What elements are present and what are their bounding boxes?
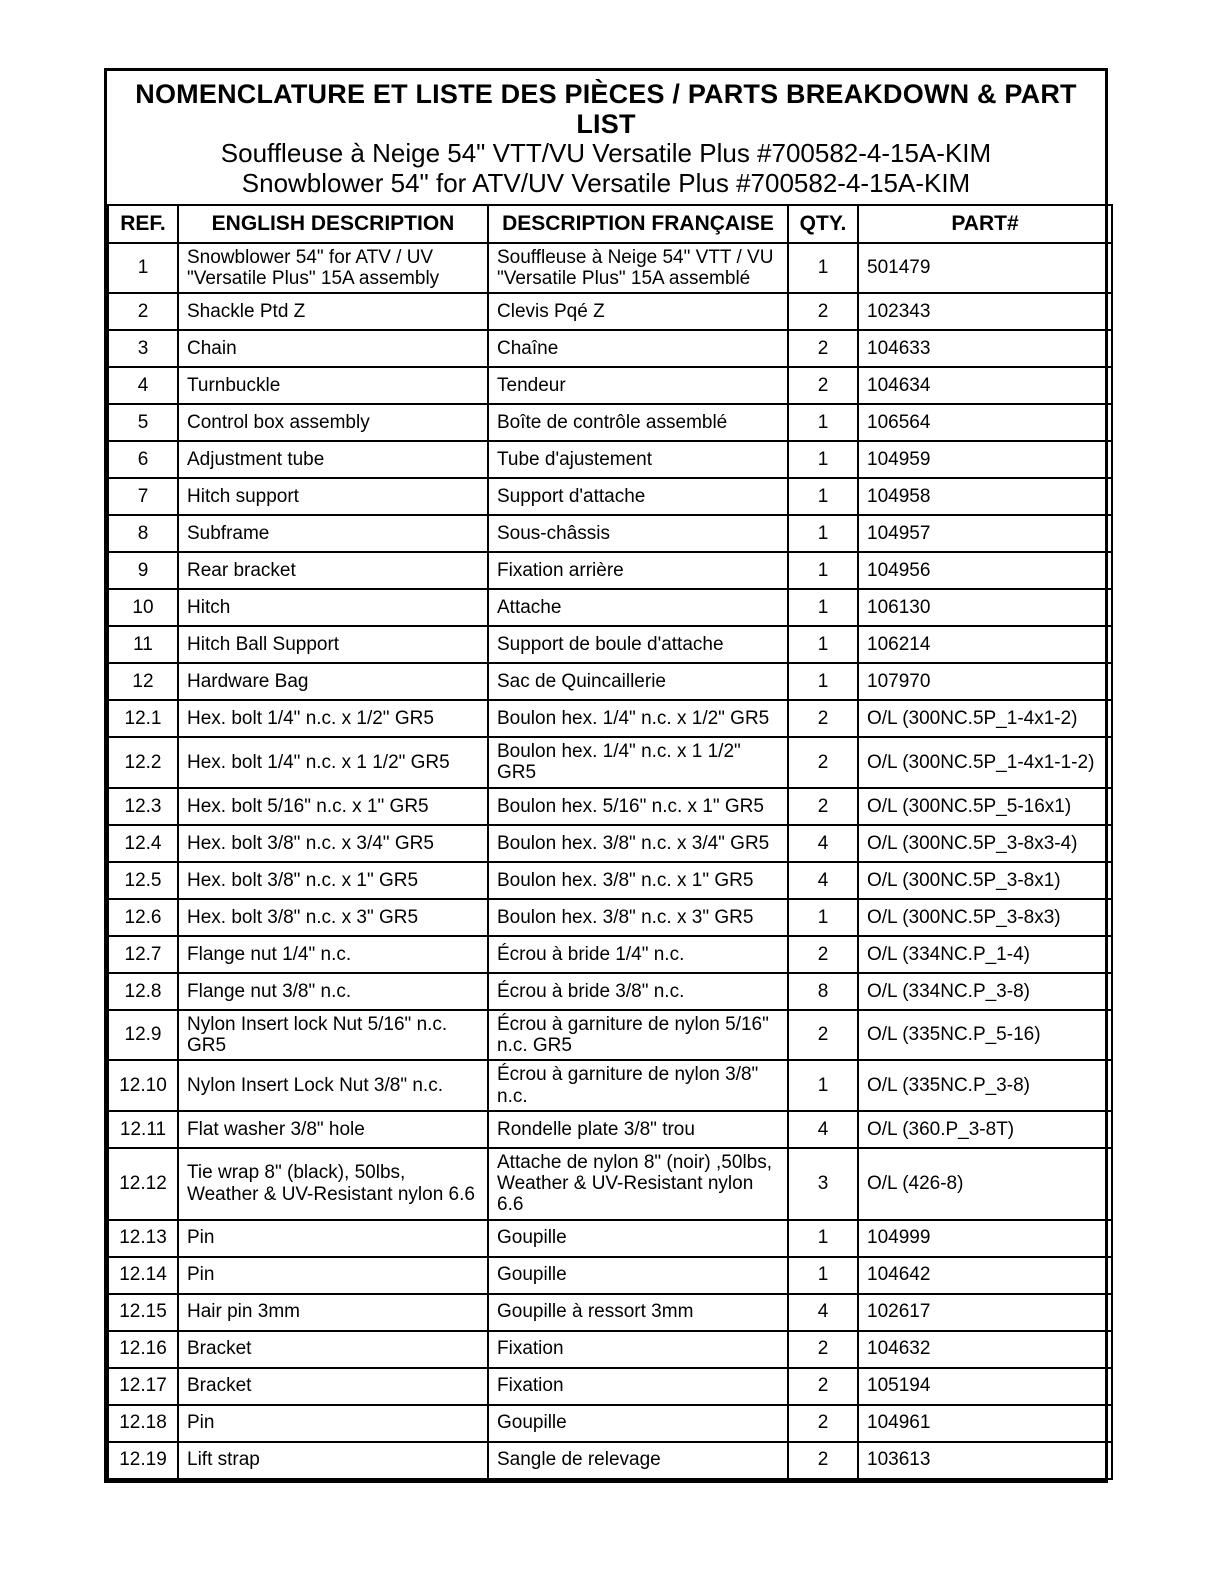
qty-cell: 1 [788, 243, 858, 294]
table-row [108, 973, 1112, 1010]
qty-cell: 2 [788, 1010, 858, 1061]
qty-cell: 2 [788, 1368, 858, 1405]
english-description-cell: Pin [178, 1257, 488, 1294]
document-subtitle-english: Snowblower 54" for ATV/UV Versatile Plus #700582-4-15A-KIM [241, 167, 971, 198]
table-row [108, 700, 1112, 737]
french-description-cell: Boulon hex. 5/16" n.c. x 1" GR5 [488, 788, 788, 825]
qty-cell: 2 [788, 700, 858, 737]
french-description-cell: Boulon hex. 3/8" n.c. x 3/4" GR5 [488, 825, 788, 862]
qty-cell: 2 [788, 1331, 858, 1368]
part-number-cell: 103613 [858, 1442, 1112, 1479]
table-row [108, 1111, 1112, 1148]
part-number-cell: O/L (300NC.5P_3-8x3-4) [858, 825, 1112, 862]
french-description-cell: Tendeur [488, 367, 788, 404]
qty-cell: 1 [788, 1220, 858, 1257]
ref-cell: 12.6 [108, 899, 178, 936]
french-description-cell: Attache de nylon 8" (noir) ,50lbs, Weather & UV-Resistant nylon 6.6 [488, 1148, 788, 1220]
ref-cell: 9 [108, 552, 178, 589]
table-row [108, 1442, 1112, 1479]
qty-cell: 8 [788, 973, 858, 1010]
part-number-cell: 105194 [858, 1368, 1112, 1405]
english-description-cell: Hex. bolt 3/8" n.c. x 3/4" GR5 [178, 825, 488, 862]
english-description-cell: Snowblower 54" for ATV / UV "Versatile Plus" 15A assembly [178, 243, 488, 294]
qty-cell: 1 [788, 515, 858, 552]
english-description-cell: Hardware Bag [178, 663, 488, 700]
part-number-cell: O/L (334NC.P_1-4) [858, 936, 1112, 973]
table-row [108, 589, 1112, 626]
ref-cell: 12.14 [108, 1257, 178, 1294]
table-row [108, 737, 1112, 788]
ref-cell: 12.12 [108, 1148, 178, 1220]
english-description-cell: Turnbuckle [178, 367, 488, 404]
table-header-row [108, 205, 1112, 243]
ref-cell: 12 [108, 663, 178, 700]
part-number-cell: 104633 [858, 330, 1112, 367]
ref-cell: 2 [108, 293, 178, 330]
parts-table-body [108, 243, 1112, 1479]
qty-cell: 2 [788, 1405, 858, 1442]
part-number-cell: O/L (300NC.5P_5-16x1) [858, 788, 1112, 825]
english-description-cell: Hitch support [178, 478, 488, 515]
table-row [108, 515, 1112, 552]
qty-cell: 1 [788, 1060, 858, 1111]
table-row [108, 862, 1112, 899]
table-row [108, 478, 1112, 515]
french-description-cell: Sous-châssis [488, 515, 788, 552]
ref-cell: 12.10 [108, 1060, 178, 1111]
qty-cell: 1 [788, 441, 858, 478]
header-english-description: ENGLISH DESCRIPTION [178, 205, 488, 243]
english-description-cell: Nylon Insert Lock Nut 3/8" n.c. [178, 1060, 488, 1111]
parts-list-sheet [104, 68, 1108, 1483]
qty-cell: 4 [788, 1111, 858, 1148]
english-description-cell: Hitch Ball Support [178, 626, 488, 663]
ref-cell: 8 [108, 515, 178, 552]
qty-cell: 2 [788, 1442, 858, 1479]
french-description-cell: Fixation [488, 1331, 788, 1368]
english-description-cell: Hitch [178, 589, 488, 626]
qty-cell: 4 [788, 825, 858, 862]
english-description-cell: Flat washer 3/8" hole [178, 1111, 488, 1148]
english-description-cell: Lift strap [178, 1442, 488, 1479]
table-row [108, 1257, 1112, 1294]
ref-cell: 12.8 [108, 973, 178, 1010]
header-qty: QTY. [788, 205, 858, 243]
table-row [108, 367, 1112, 404]
french-description-cell: Sangle de relevage [488, 1442, 788, 1479]
qty-cell: 2 [788, 330, 858, 367]
table-row [108, 1405, 1112, 1442]
french-description-cell: Support d'attache [488, 478, 788, 515]
part-number-cell: 104959 [858, 441, 1112, 478]
table-row [108, 1010, 1112, 1061]
ref-cell: 4 [108, 367, 178, 404]
qty-cell: 1 [788, 663, 858, 700]
french-description-cell: Goupille à ressort 3mm [488, 1294, 788, 1331]
part-number-cell: O/L (300NC.5P_3-8x1) [858, 862, 1112, 899]
part-number-cell: 106564 [858, 404, 1112, 441]
french-description-cell: Fixation arrière [488, 552, 788, 589]
part-number-cell: O/L (360.P_3-8T) [858, 1111, 1112, 1148]
ref-cell: 12.13 [108, 1220, 178, 1257]
english-description-cell: Hex. bolt 3/8" n.c. x 3" GR5 [178, 899, 488, 936]
qty-cell: 1 [788, 899, 858, 936]
part-number-cell: O/L (300NC.5P_1-4x1-1-2) [858, 737, 1112, 788]
part-number-cell: 106130 [858, 589, 1112, 626]
table-row [108, 626, 1112, 663]
french-description-cell: Écrou à garniture de nylon 5/16" n.c. GR5 [488, 1010, 788, 1061]
table-row [108, 441, 1112, 478]
qty-cell: 1 [788, 1257, 858, 1294]
ref-cell: 12.1 [108, 700, 178, 737]
ref-cell: 12.4 [108, 825, 178, 862]
header-french-description: DESCRIPTION FRANÇAISE [488, 205, 788, 243]
part-number-cell: 106214 [858, 626, 1112, 663]
qty-cell: 1 [788, 552, 858, 589]
french-description-cell: Boulon hex. 1/4" n.c. x 1/2" GR5 [488, 700, 788, 737]
french-description-cell: Souffleuse à Neige 54" VTT / VU "Versatile Plus" 15A assemblé [488, 243, 788, 294]
french-description-cell: Clevis Pqé Z [488, 293, 788, 330]
table-row [108, 243, 1112, 294]
table-row [108, 330, 1112, 367]
ref-cell: 12.9 [108, 1010, 178, 1061]
ref-cell: 7 [108, 478, 178, 515]
ref-cell: 3 [108, 330, 178, 367]
qty-cell: 1 [788, 404, 858, 441]
english-description-cell: Tie wrap 8" (black), 50lbs, Weather & UV-Resistant nylon 6.6 [178, 1148, 488, 1220]
english-description-cell: Flange nut 1/4" n.c. [178, 936, 488, 973]
qty-cell: 2 [788, 367, 858, 404]
qty-cell: 4 [788, 1294, 858, 1331]
part-number-cell: 104632 [858, 1331, 1112, 1368]
document-subtitle-french: Souffleuse à Neige 54" VTT/VU Versatile Plus #700582-4-15A-KIM [220, 138, 992, 169]
part-number-cell: O/L (335NC.P_3-8) [858, 1060, 1112, 1111]
french-description-cell: Boulon hex. 1/4" n.c. x 1 1/2" GR5 [488, 737, 788, 788]
english-description-cell: Bracket [178, 1331, 488, 1368]
part-number-cell: O/L (300NC.5P_3-8x3) [858, 899, 1112, 936]
ref-cell: 12.16 [108, 1331, 178, 1368]
document-title-main: NOMENCLATURE ET LISTE DES PIÈCES / PARTS BREAKDOWN & PART LIST [135, 79, 1077, 140]
english-description-cell: Adjustment tube [178, 441, 488, 478]
english-description-cell: Hex. bolt 5/16" n.c. x 1" GR5 [178, 788, 488, 825]
qty-cell: 2 [788, 788, 858, 825]
french-description-cell: Tube d'ajustement [488, 441, 788, 478]
french-description-cell: Chaîne [488, 330, 788, 367]
french-description-cell: Boîte de contrôle assemblé [488, 404, 788, 441]
english-description-cell: Hex. bolt 3/8" n.c. x 1" GR5 [178, 862, 488, 899]
table-row [108, 1294, 1112, 1331]
table-row [108, 1060, 1112, 1111]
table-row [108, 293, 1112, 330]
french-description-cell: Support de boule d'attache [488, 626, 788, 663]
english-description-cell: Chain [178, 330, 488, 367]
english-description-cell: Bracket [178, 1368, 488, 1405]
table-row [108, 404, 1112, 441]
qty-cell: 4 [788, 862, 858, 899]
english-description-cell: Hex. bolt 1/4" n.c. x 1 1/2" GR5 [178, 737, 488, 788]
part-number-cell: O/L (426-8) [858, 1148, 1112, 1220]
french-description-cell: Goupille [488, 1220, 788, 1257]
part-number-cell: 104961 [858, 1405, 1112, 1442]
qty-cell: 2 [788, 737, 858, 788]
french-description-cell: Écrou à bride 3/8" n.c. [488, 973, 788, 1010]
french-description-cell: Boulon hex. 3/8" n.c. x 1" GR5 [488, 862, 788, 899]
table-row [108, 1220, 1112, 1257]
table-row [108, 788, 1112, 825]
table-row [108, 1331, 1112, 1368]
english-description-cell: Flange nut 3/8" n.c. [178, 973, 488, 1010]
part-number-cell: 102343 [858, 293, 1112, 330]
ref-cell: 5 [108, 404, 178, 441]
english-description-cell: Nylon Insert lock Nut 5/16" n.c. GR5 [178, 1010, 488, 1061]
english-description-cell: Pin [178, 1405, 488, 1442]
french-description-cell: Fixation [488, 1368, 788, 1405]
ref-cell: 6 [108, 441, 178, 478]
ref-cell: 12.3 [108, 788, 178, 825]
english-description-cell: Control box assembly [178, 404, 488, 441]
french-description-cell: Goupille [488, 1405, 788, 1442]
parts-table [107, 204, 1113, 1480]
french-description-cell: Écrou à bride 1/4" n.c. [488, 936, 788, 973]
ref-cell: 12.19 [108, 1442, 178, 1479]
qty-cell: 3 [788, 1148, 858, 1220]
ref-cell: 12.5 [108, 862, 178, 899]
table-row [108, 1148, 1112, 1220]
part-number-cell: 501479 [858, 243, 1112, 294]
table-row [108, 936, 1112, 973]
part-number-cell: O/L (335NC.P_5-16) [858, 1010, 1112, 1061]
english-description-cell: Subframe [178, 515, 488, 552]
table-row [108, 552, 1112, 589]
table-row [108, 663, 1112, 700]
french-description-cell: Goupille [488, 1257, 788, 1294]
qty-cell: 2 [788, 293, 858, 330]
english-description-cell: Rear bracket [178, 552, 488, 589]
ref-cell: 1 [108, 243, 178, 294]
part-number-cell: 104956 [858, 552, 1112, 589]
table-row [108, 825, 1112, 862]
french-description-cell: Boulon hex. 3/8" n.c. x 3" GR5 [488, 899, 788, 936]
part-number-cell: 107970 [858, 663, 1112, 700]
ref-cell: 12.18 [108, 1405, 178, 1442]
ref-cell: 10 [108, 589, 178, 626]
part-number-cell: 104957 [858, 515, 1112, 552]
table-row [108, 899, 1112, 936]
header-ref: REF. [108, 205, 178, 243]
english-description-cell: Hair pin 3mm [178, 1294, 488, 1331]
ref-cell: 12.2 [108, 737, 178, 788]
part-number-cell: 104634 [858, 367, 1112, 404]
qty-cell: 1 [788, 589, 858, 626]
part-number-cell: 104999 [858, 1220, 1112, 1257]
part-number-cell: O/L (334NC.P_3-8) [858, 973, 1112, 1010]
ref-cell: 12.17 [108, 1368, 178, 1405]
ref-cell: 11 [108, 626, 178, 663]
french-description-cell: Rondelle plate 3/8" trou [488, 1111, 788, 1148]
english-description-cell: Pin [178, 1220, 488, 1257]
part-number-cell: 102617 [858, 1294, 1112, 1331]
part-number-cell: 104642 [858, 1257, 1112, 1294]
part-number-cell: O/L (300NC.5P_1-4x1-2) [858, 700, 1112, 737]
french-description-cell: Écrou à garniture de nylon 3/8" n.c. [488, 1060, 788, 1111]
ref-cell: 12.11 [108, 1111, 178, 1148]
header-part-number: PART# [858, 205, 1112, 243]
english-description-cell: Shackle Ptd Z [178, 293, 488, 330]
qty-cell: 2 [788, 936, 858, 973]
qty-cell: 1 [788, 478, 858, 515]
part-number-cell: 104958 [858, 478, 1112, 515]
qty-cell: 1 [788, 626, 858, 663]
ref-cell: 12.7 [108, 936, 178, 973]
document-title-block [107, 71, 1105, 204]
french-description-cell: Sac de Quincaillerie [488, 663, 788, 700]
french-description-cell: Attache [488, 589, 788, 626]
ref-cell: 12.15 [108, 1294, 178, 1331]
english-description-cell: Hex. bolt 1/4" n.c. x 1/2" GR5 [178, 700, 488, 737]
table-row [108, 1368, 1112, 1405]
